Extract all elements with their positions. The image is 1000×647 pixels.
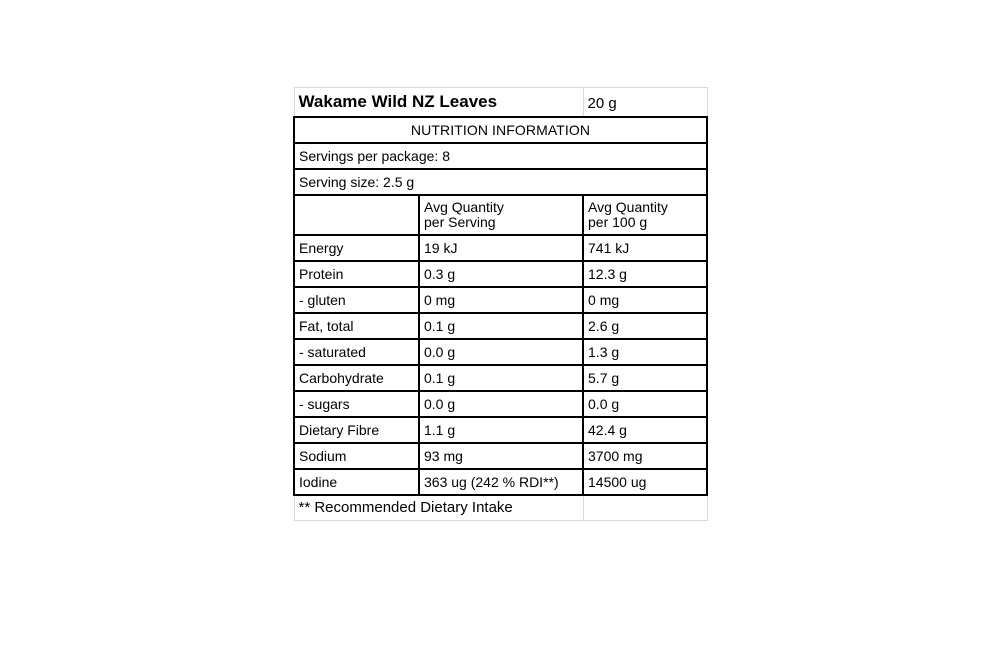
- serving-size: Serving size: 2.5 g: [294, 169, 707, 195]
- table-row: [294, 313, 707, 339]
- per-serving-value: 0.1 g: [419, 313, 583, 339]
- per-100g-value: 2.6 g: [583, 313, 707, 339]
- per-serving-value: 0.0 g: [419, 339, 583, 365]
- table-row: [294, 339, 707, 365]
- footnote-row: [294, 495, 707, 521]
- table-row: [294, 391, 707, 417]
- table-row: [294, 365, 707, 391]
- per-serving-column-header: [419, 195, 583, 235]
- per-serving-header-line1: Avg Quantity: [424, 199, 504, 215]
- table-row: [294, 443, 707, 469]
- nutrient-name: - saturated: [294, 339, 419, 365]
- nutrient-name: - sugars: [294, 391, 419, 417]
- per-100g-value: 5.7 g: [583, 365, 707, 391]
- per-serving-value: 363 ug (242 % RDI**): [419, 469, 583, 495]
- per-100g-value: 12.3 g: [583, 261, 707, 287]
- per-100g-value: 0 mg: [583, 287, 707, 313]
- nutrient-name: Iodine: [294, 469, 419, 495]
- table-row: [294, 417, 707, 443]
- per-100g-value: 42.4 g: [583, 417, 707, 443]
- net-weight: 20 g: [583, 88, 707, 118]
- per-100g-value: 0.0 g: [583, 391, 707, 417]
- servings-row: [294, 143, 707, 169]
- per-serving-value: 0.0 g: [419, 391, 583, 417]
- per-serving-value: 93 mg: [419, 443, 583, 469]
- nutrient-column-header: [294, 195, 419, 235]
- title-row: [294, 88, 707, 118]
- per-serving-value: 0.3 g: [419, 261, 583, 287]
- column-header-row: [294, 195, 707, 235]
- footnote-empty-cell: [583, 495, 707, 521]
- nutrient-name: Fat, total: [294, 313, 419, 339]
- nutrition-panel: [293, 87, 706, 521]
- nutrient-name: Carbohydrate: [294, 365, 419, 391]
- table-heading: NUTRITION INFORMATION: [294, 117, 707, 143]
- servings-per-package: Servings per package: 8: [294, 143, 707, 169]
- per-100g-value: 14500 ug: [583, 469, 707, 495]
- per-100g-value: 741 kJ: [583, 235, 707, 261]
- table-row: [294, 469, 707, 495]
- per-serving-value: 0.1 g: [419, 365, 583, 391]
- nutrient-name: Protein: [294, 261, 419, 287]
- nutrient-name: Energy: [294, 235, 419, 261]
- table-heading-row: [294, 117, 707, 143]
- nutrient-name: Sodium: [294, 443, 419, 469]
- table-row: [294, 261, 707, 287]
- table-row: [294, 287, 707, 313]
- per-serving-value: 19 kJ: [419, 235, 583, 261]
- nutrition-table: [293, 87, 708, 521]
- nutrient-name: - gluten: [294, 287, 419, 313]
- per-serving-header-line2: per Serving: [424, 214, 496, 230]
- table-row: [294, 235, 707, 261]
- per-100g-value: 1.3 g: [583, 339, 707, 365]
- per-100g-value: 3700 mg: [583, 443, 707, 469]
- nutrient-name: Dietary Fibre: [294, 417, 419, 443]
- per-serving-value: 1.1 g: [419, 417, 583, 443]
- per-100g-header-line1: Avg Quantity: [588, 199, 668, 215]
- per-100g-column-header: [583, 195, 707, 235]
- footnote: ** Recommended Dietary Intake: [294, 495, 583, 521]
- per-serving-value: 0 mg: [419, 287, 583, 313]
- per-100g-header-line2: per 100 g: [588, 214, 648, 230]
- serving-size-row: [294, 169, 707, 195]
- product-name: Wakame Wild NZ Leaves: [294, 88, 583, 118]
